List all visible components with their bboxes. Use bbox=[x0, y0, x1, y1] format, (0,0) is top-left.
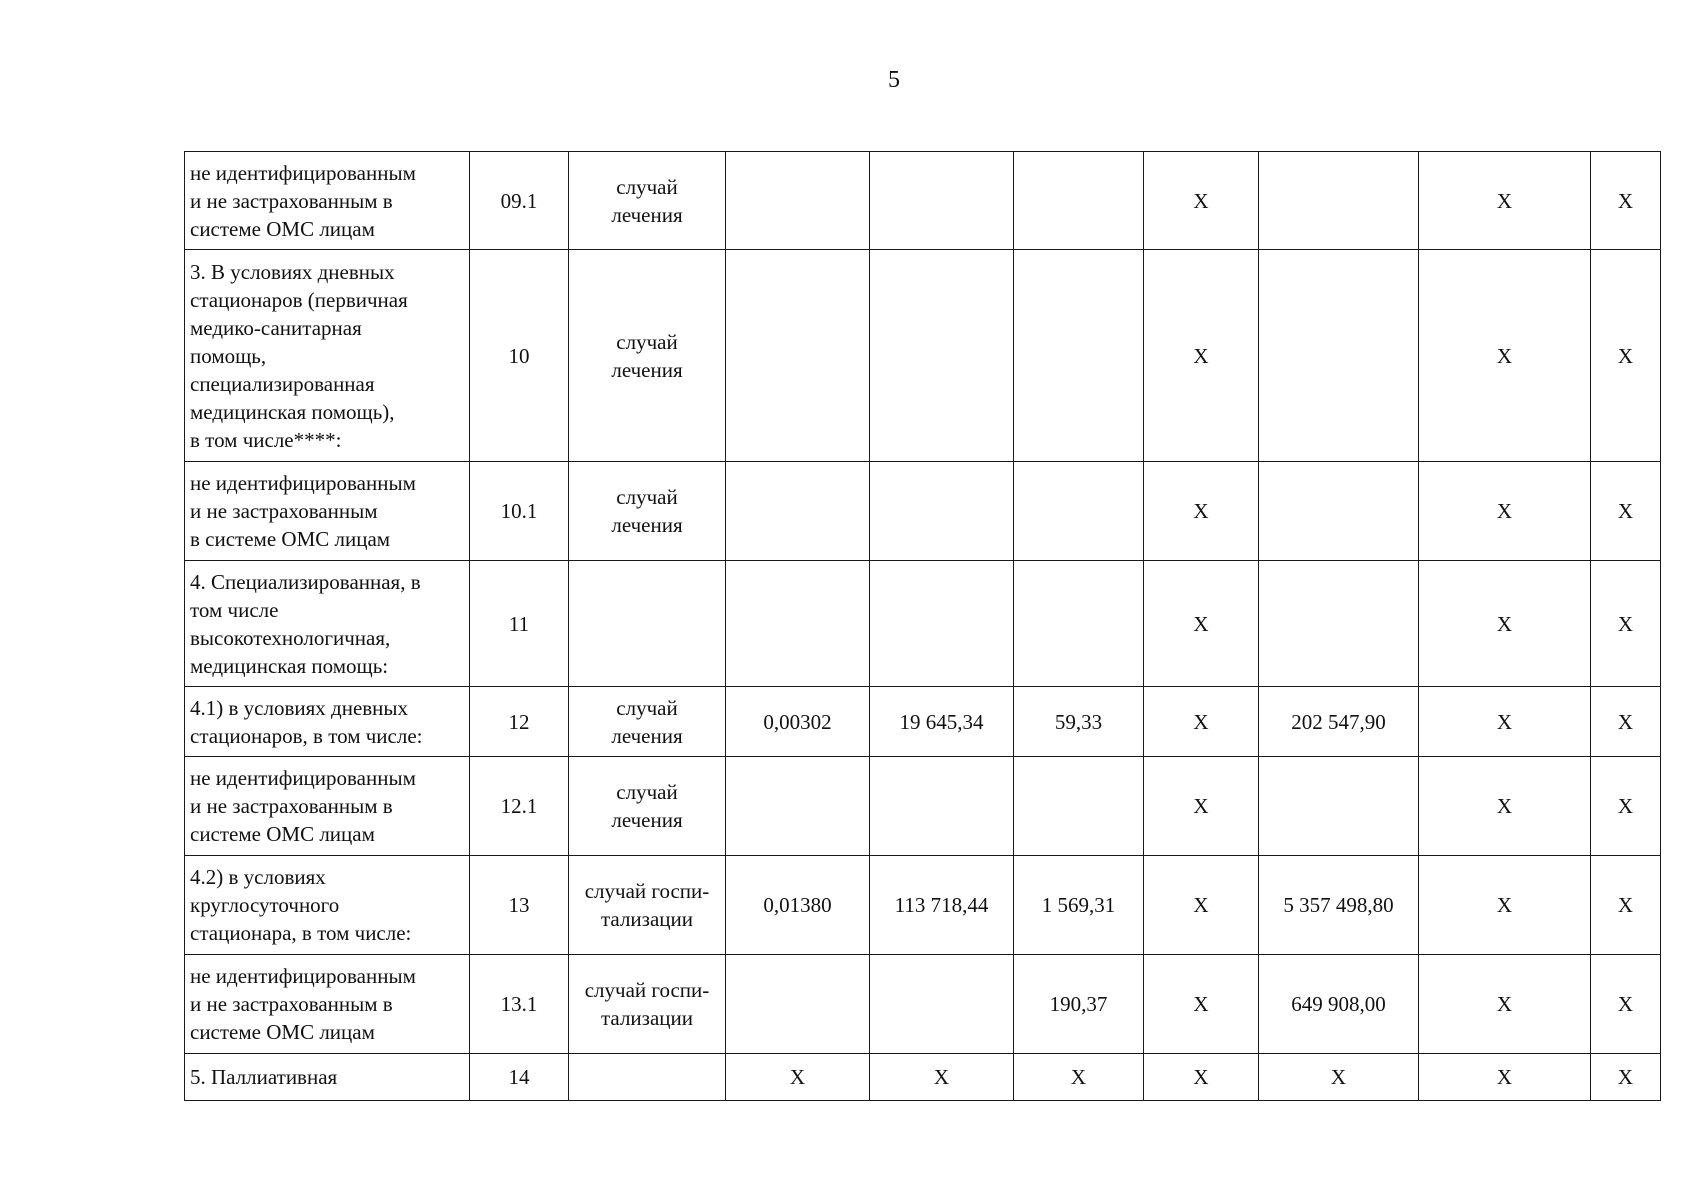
x-cell-2: X bbox=[1419, 955, 1591, 1054]
volume-cell bbox=[726, 250, 870, 462]
per-capita-cell: X bbox=[1014, 1054, 1144, 1101]
x-cell-3: X bbox=[1591, 856, 1661, 955]
cost-cell bbox=[870, 462, 1014, 561]
row-name-cell: не идентифицированным и не застрахованным в системе ОМС лицам bbox=[185, 955, 470, 1054]
row-name-cell: 4. Специализированная, в том числе высокотехнологичная, медицинская помощь: bbox=[185, 561, 470, 687]
unit-cell: случай лечения bbox=[569, 462, 726, 561]
cost-cell: 113 718,44 bbox=[870, 856, 1014, 955]
row-code-cell: 11 bbox=[470, 561, 569, 687]
x-cell-3: X bbox=[1591, 561, 1661, 687]
table-row bbox=[185, 561, 1661, 687]
x-cell-2: X bbox=[1419, 687, 1591, 757]
x-cell: X bbox=[1144, 687, 1259, 757]
table-row bbox=[185, 152, 1661, 250]
x-cell-2: X bbox=[1419, 1054, 1591, 1101]
cost-cell bbox=[870, 152, 1014, 250]
row-code-cell: 10.1 bbox=[470, 462, 569, 561]
table-row bbox=[185, 1054, 1661, 1101]
row-name-cell: 3. В условиях дневных стационаров (первичная медико-санитарная помощь, специализированная медицинская помощь), в том числе****: bbox=[185, 250, 470, 462]
x-cell: X bbox=[1144, 152, 1259, 250]
unit-cell bbox=[569, 561, 726, 687]
x-cell-3: X bbox=[1591, 955, 1661, 1054]
row-code-cell: 13.1 bbox=[470, 955, 569, 1054]
total-cell: 649 908,00 bbox=[1259, 955, 1419, 1054]
table-row bbox=[185, 250, 1661, 462]
total-cell bbox=[1259, 250, 1419, 462]
total-cell bbox=[1259, 561, 1419, 687]
per-capita-cell: 190,37 bbox=[1014, 955, 1144, 1054]
row-name-cell: 4.1) в условиях дневных стационаров, в том числе: bbox=[185, 687, 470, 757]
cost-cell: X bbox=[870, 1054, 1014, 1101]
row-name-cell: 5. Паллиативная bbox=[185, 1054, 470, 1101]
cost-cell bbox=[870, 561, 1014, 687]
row-code-cell: 13 bbox=[470, 856, 569, 955]
cost-cell bbox=[870, 955, 1014, 1054]
per-capita-cell bbox=[1014, 757, 1144, 856]
volume-cell bbox=[726, 757, 870, 856]
x-cell-3: X bbox=[1591, 152, 1661, 250]
per-capita-cell bbox=[1014, 152, 1144, 250]
unit-cell bbox=[569, 1054, 726, 1101]
table-row bbox=[185, 757, 1661, 856]
x-cell: X bbox=[1144, 462, 1259, 561]
per-capita-cell: 59,33 bbox=[1014, 687, 1144, 757]
per-capita-cell bbox=[1014, 462, 1144, 561]
table-row bbox=[185, 687, 1661, 757]
x-cell: X bbox=[1144, 250, 1259, 462]
volume-cell bbox=[726, 955, 870, 1054]
unit-cell: случай госпи- тализации bbox=[569, 856, 726, 955]
unit-cell: случай лечения bbox=[569, 250, 726, 462]
volume-cell bbox=[726, 462, 870, 561]
row-code-cell: 12.1 bbox=[470, 757, 569, 856]
x-cell-3: X bbox=[1591, 757, 1661, 856]
x-cell-3: X bbox=[1591, 687, 1661, 757]
x-cell-2: X bbox=[1419, 561, 1591, 687]
table-row bbox=[185, 856, 1661, 955]
table-body bbox=[185, 152, 1661, 1101]
volume-cell bbox=[726, 152, 870, 250]
x-cell: X bbox=[1144, 1054, 1259, 1101]
per-capita-cell: 1 569,31 bbox=[1014, 856, 1144, 955]
row-name-cell: 4.2) в условиях круглосуточного стационара, в том числе: bbox=[185, 856, 470, 955]
x-cell-2: X bbox=[1419, 856, 1591, 955]
page-number: 5 bbox=[888, 67, 900, 93]
x-cell-2: X bbox=[1419, 757, 1591, 856]
total-cell: 5 357 498,80 bbox=[1259, 856, 1419, 955]
row-code-cell: 10 bbox=[470, 250, 569, 462]
x-cell-2: X bbox=[1419, 462, 1591, 561]
x-cell-2: X bbox=[1419, 152, 1591, 250]
x-cell: X bbox=[1144, 856, 1259, 955]
total-cell: 202 547,90 bbox=[1259, 687, 1419, 757]
table-row bbox=[185, 462, 1661, 561]
total-cell: X bbox=[1259, 1054, 1419, 1101]
row-name-cell: не идентифицированным и не застрахованным в системе ОМС лицам bbox=[185, 152, 470, 250]
volume-cell: 0,00302 bbox=[726, 687, 870, 757]
total-cell bbox=[1259, 757, 1419, 856]
volume-cell: X bbox=[726, 1054, 870, 1101]
x-cell-3: X bbox=[1591, 1054, 1661, 1101]
data-table bbox=[184, 151, 1661, 1101]
cost-cell: 19 645,34 bbox=[870, 687, 1014, 757]
row-code-cell: 14 bbox=[470, 1054, 569, 1101]
cost-cell bbox=[870, 757, 1014, 856]
x-cell: X bbox=[1144, 757, 1259, 856]
x-cell-3: X bbox=[1591, 250, 1661, 462]
x-cell: X bbox=[1144, 561, 1259, 687]
unit-cell: случай лечения bbox=[569, 687, 726, 757]
x-cell-3: X bbox=[1591, 462, 1661, 561]
x-cell: X bbox=[1144, 955, 1259, 1054]
total-cell bbox=[1259, 152, 1419, 250]
x-cell-2: X bbox=[1419, 250, 1591, 462]
unit-cell: случай лечения bbox=[569, 757, 726, 856]
row-name-cell: не идентифицированным и не застрахованным в системе ОМС лицам bbox=[185, 462, 470, 561]
volume-cell: 0,01380 bbox=[726, 856, 870, 955]
row-code-cell: 12 bbox=[470, 687, 569, 757]
volume-cell bbox=[726, 561, 870, 687]
table-row bbox=[185, 955, 1661, 1054]
per-capita-cell bbox=[1014, 561, 1144, 687]
unit-cell: случай лечения bbox=[569, 152, 726, 250]
cost-cell bbox=[870, 250, 1014, 462]
row-code-cell: 09.1 bbox=[470, 152, 569, 250]
unit-cell: случай госпи- тализации bbox=[569, 955, 726, 1054]
row-name-cell: не идентифицированным и не застрахованным в системе ОМС лицам bbox=[185, 757, 470, 856]
per-capita-cell bbox=[1014, 250, 1144, 462]
total-cell bbox=[1259, 462, 1419, 561]
